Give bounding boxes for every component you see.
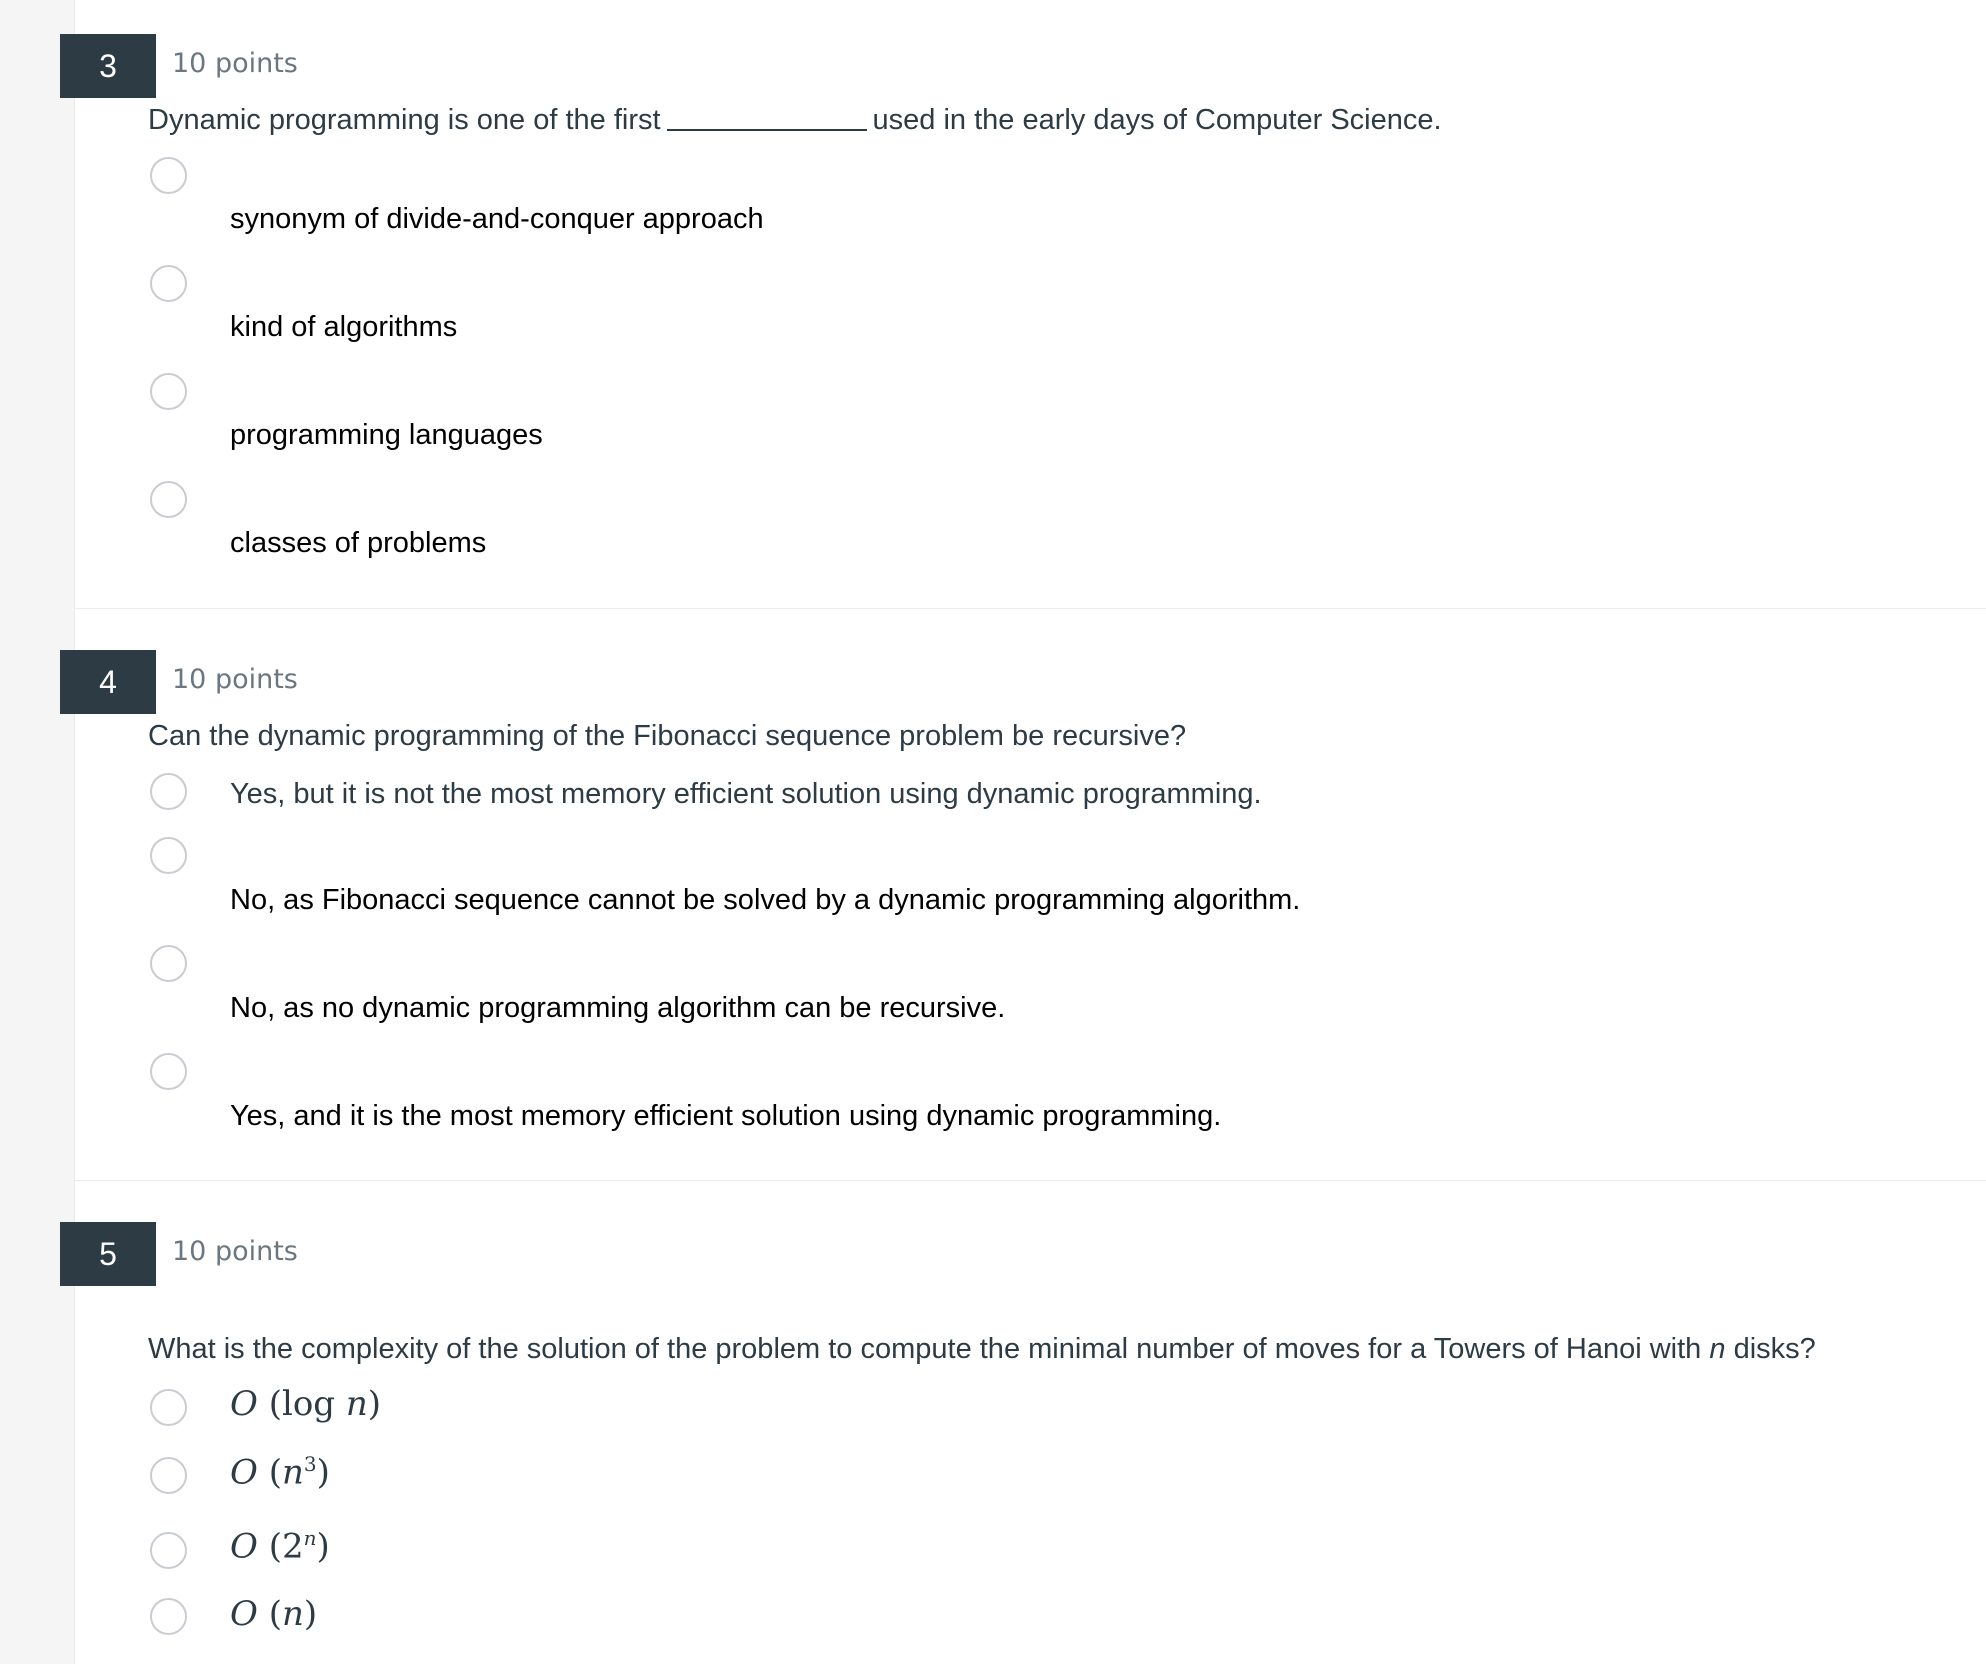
answer-label: No, as no dynamic programming algorithm can be recursive. <box>230 992 1006 1024</box>
answer-math: O $(n^3)$ <box>230 1452 330 1493</box>
answer-radio[interactable] <box>150 773 187 810</box>
question-divider <box>74 608 1986 609</box>
answer-label: Yes, and it is the most memory efficient solution using dynamic programming. <box>230 1100 1222 1132</box>
answer-radio[interactable] <box>150 1389 187 1426</box>
question-points: 10 points <box>172 664 298 695</box>
question-text: Can the dynamic programming of the Fibonacci sequence problem be recursive? <box>148 720 1187 752</box>
answer-label: classes of problems <box>230 527 487 559</box>
answer-math: O (log n) <box>230 1384 382 1424</box>
answer-radio[interactable] <box>150 1598 187 1635</box>
question-text-before: What is the complexity of the solution of the problem to compute the minimal number of moves for a Towers of Hanoi with <box>148 1333 1702 1365</box>
answer-math: O (n) <box>230 1594 318 1634</box>
answer-radio[interactable] <box>150 837 187 874</box>
answer-radio[interactable] <box>150 373 187 410</box>
question-number-badge: 3 <box>60 34 156 98</box>
answer-radio[interactable] <box>150 1532 187 1569</box>
fill-in-blank <box>667 129 867 131</box>
answer-label: kind of algorithms <box>230 311 458 343</box>
question-text <box>148 1333 1816 1366</box>
answer-radio[interactable] <box>150 265 187 302</box>
answer-radio[interactable] <box>150 945 187 982</box>
question-points: 10 points <box>172 1236 298 1267</box>
answer-radio[interactable] <box>150 157 187 194</box>
answer-label: No, as Fibonacci sequence cannot be solved by a dynamic programming algorithm. <box>230 884 1301 916</box>
answer-math: O (2$^n$) <box>230 1526 330 1567</box>
question-points: 10 points <box>172 48 298 79</box>
question-text-after: disks? <box>1733 1333 1816 1365</box>
answer-radio[interactable] <box>150 1457 187 1494</box>
answer-radio[interactable] <box>150 1053 187 1090</box>
answer-radio[interactable] <box>150 481 187 518</box>
answer-label: Yes, but it is not the most memory efficient solution using dynamic programming. <box>230 778 1262 810</box>
question-text <box>148 104 1442 137</box>
answer-label: synonym of divide-and-conquer approach <box>230 203 764 235</box>
question-number-badge: 4 <box>60 650 156 714</box>
question-text-before: Dynamic programming is one of the first <box>148 104 661 136</box>
question-text-after: used in the early days of Computer Science. <box>872 104 1442 136</box>
left-rail <box>0 0 75 1664</box>
question-divider <box>74 1180 1986 1181</box>
question-number-badge: 5 <box>60 1222 156 1286</box>
answer-label: programming languages <box>230 419 543 451</box>
question-variable: n <box>1709 1333 1726 1365</box>
